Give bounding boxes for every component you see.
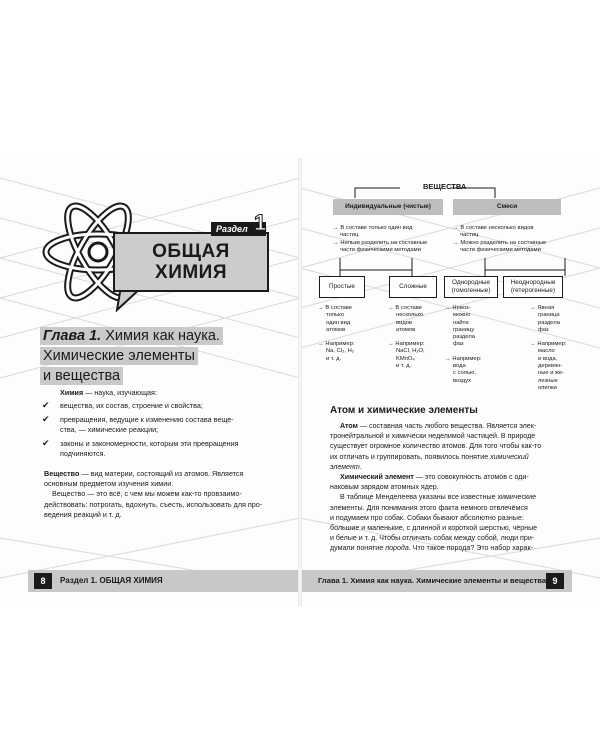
section-title-box [113, 232, 269, 292]
element-line5: и подумаем про собак. Собаки бывают абсолютно разные: [330, 513, 524, 522]
hetero-line2: (гетерогенные) [510, 287, 556, 294]
element-line7: и белые и т. д. Чтобы отличать собак между собой, люди при- [330, 534, 535, 543]
substance-line2: основным предметом изучения химии. [44, 479, 174, 489]
atom-line1: — составная часть любого вещества. Является элек- [357, 422, 537, 430]
column-complex [388, 305, 425, 370]
substance-line1: — вид материи, состоящий из атомов. Является [79, 469, 244, 478]
box-heterogeneous [503, 276, 563, 298]
element-term: Химический элемент [340, 473, 414, 482]
col-line: опилки [538, 384, 557, 391]
col-line: → Например: [388, 341, 425, 348]
bullet-1 [60, 401, 203, 411]
element-line8: думали понятие [330, 544, 386, 553]
check-icon: ✔ [42, 400, 50, 410]
mixture-notes [453, 225, 546, 254]
col-line: раздела [453, 334, 475, 341]
hetero-line1: Неоднородные [510, 279, 556, 286]
col-line: → В составе [318, 305, 353, 311]
col-line: фаз [538, 326, 549, 333]
col-line: → Явная [530, 305, 555, 311]
col-line: граница [538, 312, 560, 319]
bullet-1-text: вещества, их состав, строение и свойства; [60, 401, 203, 410]
atom-line4: их отличать и группировать, появилось понятие [330, 452, 491, 461]
note-line: → В составе только один вид [333, 225, 413, 231]
homo-line2: (гомогенные) [451, 287, 491, 294]
right-page-number: 9 [546, 573, 564, 589]
bullet-3 [60, 439, 239, 459]
col-line: и вода, [538, 355, 558, 362]
col-line: найти [453, 319, 469, 326]
element-line3: В таблице Менделеева указаны все известные химические [340, 493, 537, 502]
col-line: с солью, [453, 370, 476, 377]
breed-emphasis: порода [385, 544, 409, 553]
substance-line4: действовать: потрогать, вдохнуть, съесть, использовать для про- [44, 499, 263, 509]
col-line: видов [396, 319, 413, 326]
col-line: можно [453, 312, 471, 319]
col-line: Na, Cl₂, H₂ [326, 348, 355, 355]
substance-term: Вещество [44, 469, 80, 478]
chapter-heading [40, 326, 280, 386]
col-line: атомов [396, 326, 416, 333]
col-line: → Например: [530, 341, 567, 348]
note-line: → Нельзя разделить на составные [333, 239, 428, 246]
col-line: воздух [453, 377, 471, 384]
atom-paragraph: Атом — составная часть любого вещества. Является элек- тронейтральной и химически неделимой частицей. В природе существует огромное количество атомов. Для того чтобы как-то их отличать и группировать, появилось понятие химический элемент. Химический элемент — это совокупность атомов с оди- наковым зарядом атомных ядер. В таблице Менделеева указаны все известные химические элементы. Для понимания этого факта немного отвлечёмся и подумаем про собак. Собаки бывают абсолютно разные: большие и маленькие, с длинной и короткой шерстью, чёрные и белые и т. д. Чтобы отличать собак между собой, люди при- думали понятие порода. Что такое порода? Это набор харак- [330, 421, 570, 554]
bullet-3-line2: подчиняются. [60, 449, 106, 459]
check-icon: ✔ [42, 414, 50, 424]
col-line: раздела [538, 319, 560, 326]
box-mixtures: Смеси [453, 199, 561, 215]
col-line: и т. д. [396, 363, 412, 370]
note-line: частиц [340, 232, 359, 239]
col-line: и т. д. [326, 355, 342, 362]
col-line: деревян- [538, 363, 563, 370]
homo-line1: Однородные [451, 279, 491, 286]
column-heterogeneous [530, 305, 566, 392]
box-simple: Простые [319, 276, 365, 298]
right-footer-text: Глава 1. Химия как наука. Химические элементы и вещества [318, 576, 547, 585]
section-title-line1: ОБЩАЯ [152, 241, 230, 262]
note-line: → В составе несколько видов [453, 225, 534, 231]
chemistry-definition [60, 388, 157, 398]
col-line: → Например: [318, 341, 355, 348]
column-homogeneous [445, 305, 481, 385]
chapter-line3: и вещества [40, 367, 123, 385]
check-icon: ✔ [42, 438, 50, 448]
bullet-2 [60, 415, 234, 435]
box-homogeneous [444, 276, 498, 298]
chapter-label: Глава 1. [43, 328, 102, 344]
atom-emphasis2: элемент [330, 462, 360, 471]
col-line: масло [538, 348, 555, 355]
section-tag: Раздел [211, 222, 266, 236]
col-line: → В составе [388, 305, 423, 311]
substance-paragraph [44, 469, 289, 520]
bullet-2-line1: превращения, ведущие к изменению состава веще- [60, 415, 234, 424]
left-page-number: 8 [34, 573, 52, 589]
element-line2: наковым зарядом атомных ядер. [330, 483, 439, 492]
element-tail: . Что такое порода? Это набор харак- [408, 544, 533, 553]
element-line4: элементы. Для понимания этого факта немного отвлечёмся [330, 503, 528, 512]
substance-line3: Вещество — это всё, с чем мы можем как-то провзаимо- [52, 489, 242, 499]
col-line: ные и же- [538, 370, 565, 377]
box-complex: Сложные [389, 276, 437, 298]
element-line6: большие и маленькие, с длинной и короткой шерстью, чёрные [330, 524, 538, 533]
section-title-line2: ХИМИЯ [155, 262, 227, 283]
col-line: → Например: [445, 355, 482, 362]
left-footer-text: Раздел 1. ОБЩАЯ ХИМИЯ [60, 576, 163, 585]
col-line: NaCl, H₂O, [396, 348, 425, 355]
section-heading: Атом и химические элементы [330, 405, 478, 416]
chapter-line2: Химические элементы [40, 347, 198, 365]
col-line: один вид [326, 319, 351, 326]
atom-emphasis: химический [490, 452, 529, 461]
diagram-root: ВЕЩЕСТВА [423, 182, 467, 191]
col-line: фаз [453, 341, 464, 348]
bullet-3-line1: законы и закономерности, которым эти превращения [60, 439, 239, 448]
chemistry-term: Химия [60, 388, 84, 397]
note-line: → Можно разделить на составные [453, 239, 547, 246]
atom-line2: тронейтральной и химически неделимой частицей. В природе [330, 432, 536, 441]
section-number: 1 [254, 210, 267, 235]
individual-notes [333, 225, 427, 254]
substance-line5: ведения реакций и т. д. [44, 509, 122, 519]
element-line1: — это совокупность атомов с оди- [413, 473, 529, 482]
atom-term: Атом [340, 422, 358, 430]
col-line: вода [453, 363, 466, 370]
note-line: части физическими методами [340, 246, 421, 253]
col-line: → Невоз- [445, 305, 471, 311]
bullet-2-line2: ства, — химические реакции; [60, 425, 159, 435]
col-line: границу [453, 326, 475, 333]
atom-line3: существует огромное количество атомов. Для того чтобы как-то [330, 442, 542, 451]
chemistry-def-text: — наука, изучающая: [83, 388, 157, 397]
note-line: частиц [460, 232, 479, 239]
col-line: несколько [396, 312, 424, 319]
col-line: KMnO₄ [396, 355, 415, 362]
column-simple [318, 305, 354, 363]
box-individual: Индивидуальные (чистые) [333, 199, 443, 215]
col-line: только [326, 312, 344, 319]
col-line: лезные [538, 377, 558, 384]
chapter-line1: Химия как наука. [101, 328, 220, 344]
col-line: атомов [326, 326, 346, 333]
note-line: части физическими методами [460, 246, 541, 253]
